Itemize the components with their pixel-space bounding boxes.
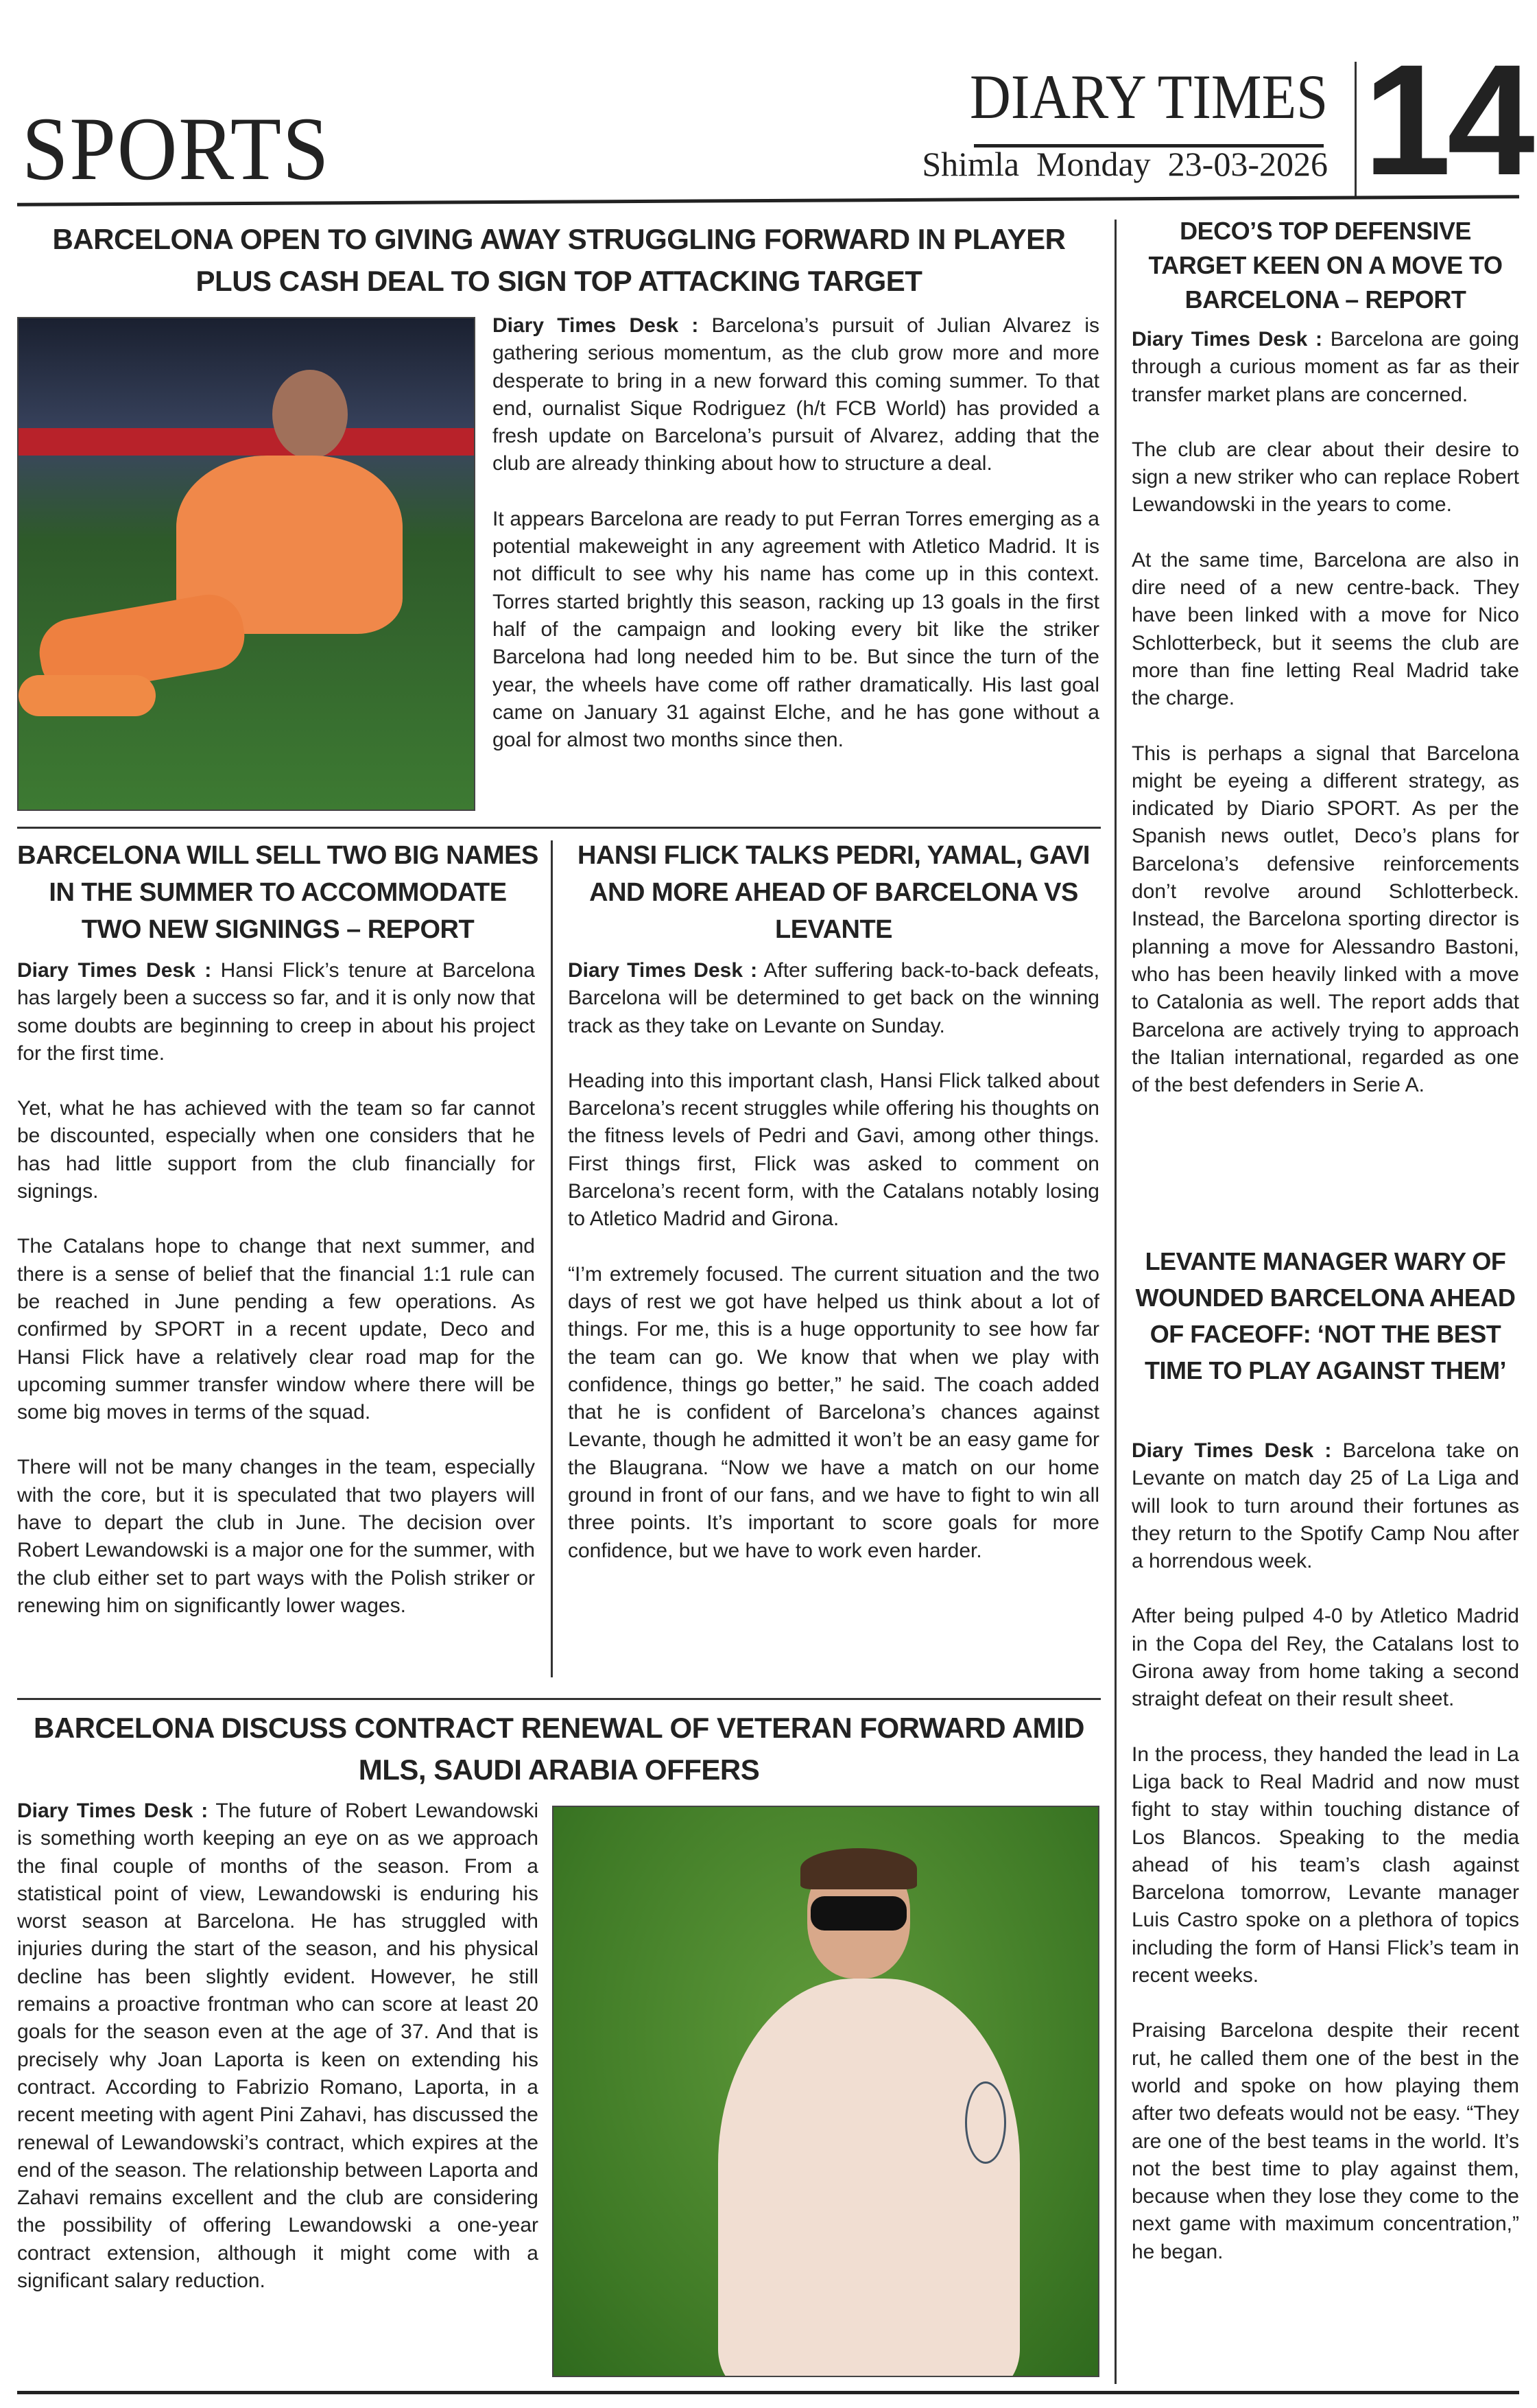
section-title: SPORTS [22,98,331,199]
article-headline: BARCELONA WILL SELL TWO BIG NAMES IN THE SUMMER TO ACCOMMODATE TWO NEW SIGNINGS – REPORT [17,841,538,944]
paragraph: Barcelona take on Levante on match day 25 of La Liga and will look to turn around their fortunes as they return to the Spotify Camp Nou after a horrendous week. [1132,1439,1519,1573]
paragraph: “I’m extremely focused. The current situation and the two days of rest we got have helped us think about a lot of things. For me, this is a huge opportunity to see how far the team can go. We know that when we play with confidence, things go better,” he said. The coach added that he is confident of Barcelona’s chances against Levante, though he admitted it won’t be an easy game for the Blaugrana. “Now we have a match on our home ground in front of our fans, and we have to fight to win all three points. It’s important to score goals for more confidence, but we have to work even harder. [568,1262,1099,1562]
dateline: Shimla Monday 23-03-2026 [922,145,1328,183]
paragraph: After suffering back-to-back defeats, Barcelona will be determined to get back on the winning track as they take on Levante on Sunday. [568,959,1099,1037]
desk-label: Diary Times Desk : [17,959,212,982]
article-headline: DECO’S TOP DEFENSIVE TARGET KEEN ON A MOVE TO BARCELONA – REPORT [1148,217,1503,314]
article-photo-player-orange-kit [17,317,475,811]
paragraph: This is perhaps a signal that Barcelona might be eyeing a different strategy, as indicated by Diario SPORT. As per the Spanish news outlet, Deco’s plans for Barcelona’s defensive reinforcements don’t revolve around Schlotterbeck. Instead, the Barcelona sporting director is planning a move for Alessandro Bastoni, who has been heavily linked with a move to Catalonia as well. The report adds that Barcelona are actively trying to approach the Italian international, regarded as one of the best defenders in Serie A. [1132,742,1519,1097]
masthead-divider [1355,62,1357,199]
page-number: 14 [1363,32,1531,208]
column-divider [551,840,553,1677]
desk-label: Diary Times Desk : [492,314,699,337]
paragraph: The Catalans hope to change that next summer, and there is a sense of belief that the financial 1:1 rule can be reached in June pending a few operations. As confirmed by SPORT in a recent update, Deco and Hansi Flick have a relatively clear road map for the upcoming summer transfer window where there will be some big moves in terms of the squad. [17,1235,535,1424]
article-body [17,1797,538,2322]
desk-label: Diary Times Desk : [17,1799,208,1822]
paragraph: The future of Robert Lewandowski is something worth keeping an eye on as we approach the final couple of months of the season. From a statistical point of view, Lewandowski is enduring his worst season at Barcelona. He has struggled with injuries during the start of the season, and his physical decline has been slightly evident. However, he still remains a proactive frontman who can score at least 20 goals for the season even at the age of 37. And that is precisely why Joan Laporta is keen on extending his contract. According to Fabrizio Romano, Laporta, in a recent meeting with agent Pini Zahavi, has discussed the renewal of Lewandowski’s contract, which expires at the end of the season. The relationship between Laporta and Zahavi remains excellent and the club are considering the possibility of offering Lewandowski a one-year contract extension, although it might come with a significant salary reduction. [17,1799,538,2293]
paragraph: The club are clear about their desire to sign a new striker who can replace Robert Lewandowski in the years to come. [1132,438,1519,517]
article-headline: BARCELONA DISCUSS CONTRACT RENEWAL OF VETERAN FORWARD AMID MLS, SAUDI ARABIA OFFERS [33,1712,1084,1786]
paragraph: Heading into this important clash, Hansi Flick talked about Barcelona’s recent struggles while offering his thoughts on the fitness levels of Pedri and Gavi, among other things. First things first, Flick was asked to comment on Barcelona’s recent form, with the Catalans notably losing to Atletico Madrid and Girona. [568,1069,1099,1231]
paragraph: Yet, what he has achieved with the team so far cannot be discounted, especially when one considers that he has had little support from the club financially for signings. [17,1097,535,1203]
article-body [17,957,535,1647]
paragraph: Praising Barcelona despite their recent rut, he called them one of the best in the world and spoke on how playing them after two defeats would not be easy. “They are one of the best teams in the world. It’s not the best time to play against them, because when they lose they come to the next game with maximum concentration,” he began. [1132,2019,1519,2263]
footer-rule [17,2391,1519,2394]
paragraph: Barcelona’s pursuit of Julian Alvarez is gathering serious momentum, as the club grow more and more desperate to bring in a new forward this coming summer. To that end, ournalist Sique Rodriguez (h/t FCB World) has provided a fresh update on Barcelona’s pursuit of Alvarez, adding that the club are already thinking about how to structure a deal. [492,314,1099,475]
article-body [1132,1437,1519,2293]
article-body [492,312,1099,781]
article-headline: HANSI FLICK TALKS PEDRI, YAMAL, GAVI AND MORE AHEAD OF BARCELONA VS LEVANTE [577,841,1090,944]
article-body [568,957,1099,1592]
paragraph: Barcelona are going through a curious moment as far as their transfer market plans are concerned. [1132,328,1519,406]
article-headline: LEVANTE MANAGER WARY OF WOUNDED BARCELONA AHEAD OF FACEOFF: ‘NOT THE BEST TIME TO PLAY AGAINST THEM’ [1135,1247,1516,1384]
article-headline: BARCELONA OPEN TO GIVING AWAY STRUGGLING FORWARD IN PLAYER PLUS CASH DEAL TO SIGN TOP ATTACKING TARGET [52,223,1066,297]
paragraph: After being pulped 4-0 by Atletico Madrid in the Copa del Rey, the Catalans lost to Girona away from home taking a second straight defeat on their result sheet. [1132,1605,1519,1711]
desk-label: Diary Times Desk : [1132,328,1323,351]
desk-label: Diary Times Desk : [568,959,758,982]
section-rule [17,827,1101,829]
paragraph: It appears Barcelona are ready to put Ferran Torres emerging as a potential makeweight in any agreement with Atletico Madrid. It is not difficult to see why his name has come up in this context. Torres started brightly this season, racking up 13 goals in the first half of the campaign and looking every bit like the striker Barcelona had long needed him to be. But since the turn of the year, the wheels have come off rather dramatically. His last goal came on January 31 against Elche, and he has gone without a goal for almost two months since then. [492,507,1099,752]
article-photo-player-masked [552,1806,1099,2377]
newspaper-brand: DIARY TIMES [969,62,1328,132]
column-divider [1115,220,1117,2384]
paragraph: At the same time, Barcelona are also in dire need of a new centre-back. They have been linked with a move for Nico Schlotterbeck, but it seems the club are more than fine letting Real Madrid take the charge. [1132,548,1519,710]
paragraph: There will not be many changes in the team, especially with the core, but it is speculated that two players will have to depart the club in June. The decision over Robert Lewandowski is a major one for the summer, with the club either set to part ways with the Polish striker or renewing him on significantly lower wages. [17,1456,535,1617]
article-body [1132,326,1519,1126]
paragraph: Hansi Flick’s tenure at Barcelona has largely been a success so far, and it is only now that some doubts are beginning to creep in about his project for the first time. [17,959,535,1065]
desk-label: Diary Times Desk : [1132,1439,1332,1462]
paragraph: In the process, they handed the lead in La Liga back to Real Madrid and now must fight to stay within touching distance of Los Blancos. Speaking to the media ahead of his team’s clash against Barcelona tomorrow, Levante manager Luis Castro spoke on a plethora of topics including the form of Hansi Flick’s team in recent weeks. [1132,1743,1519,1987]
section-rule [17,1698,1101,1700]
